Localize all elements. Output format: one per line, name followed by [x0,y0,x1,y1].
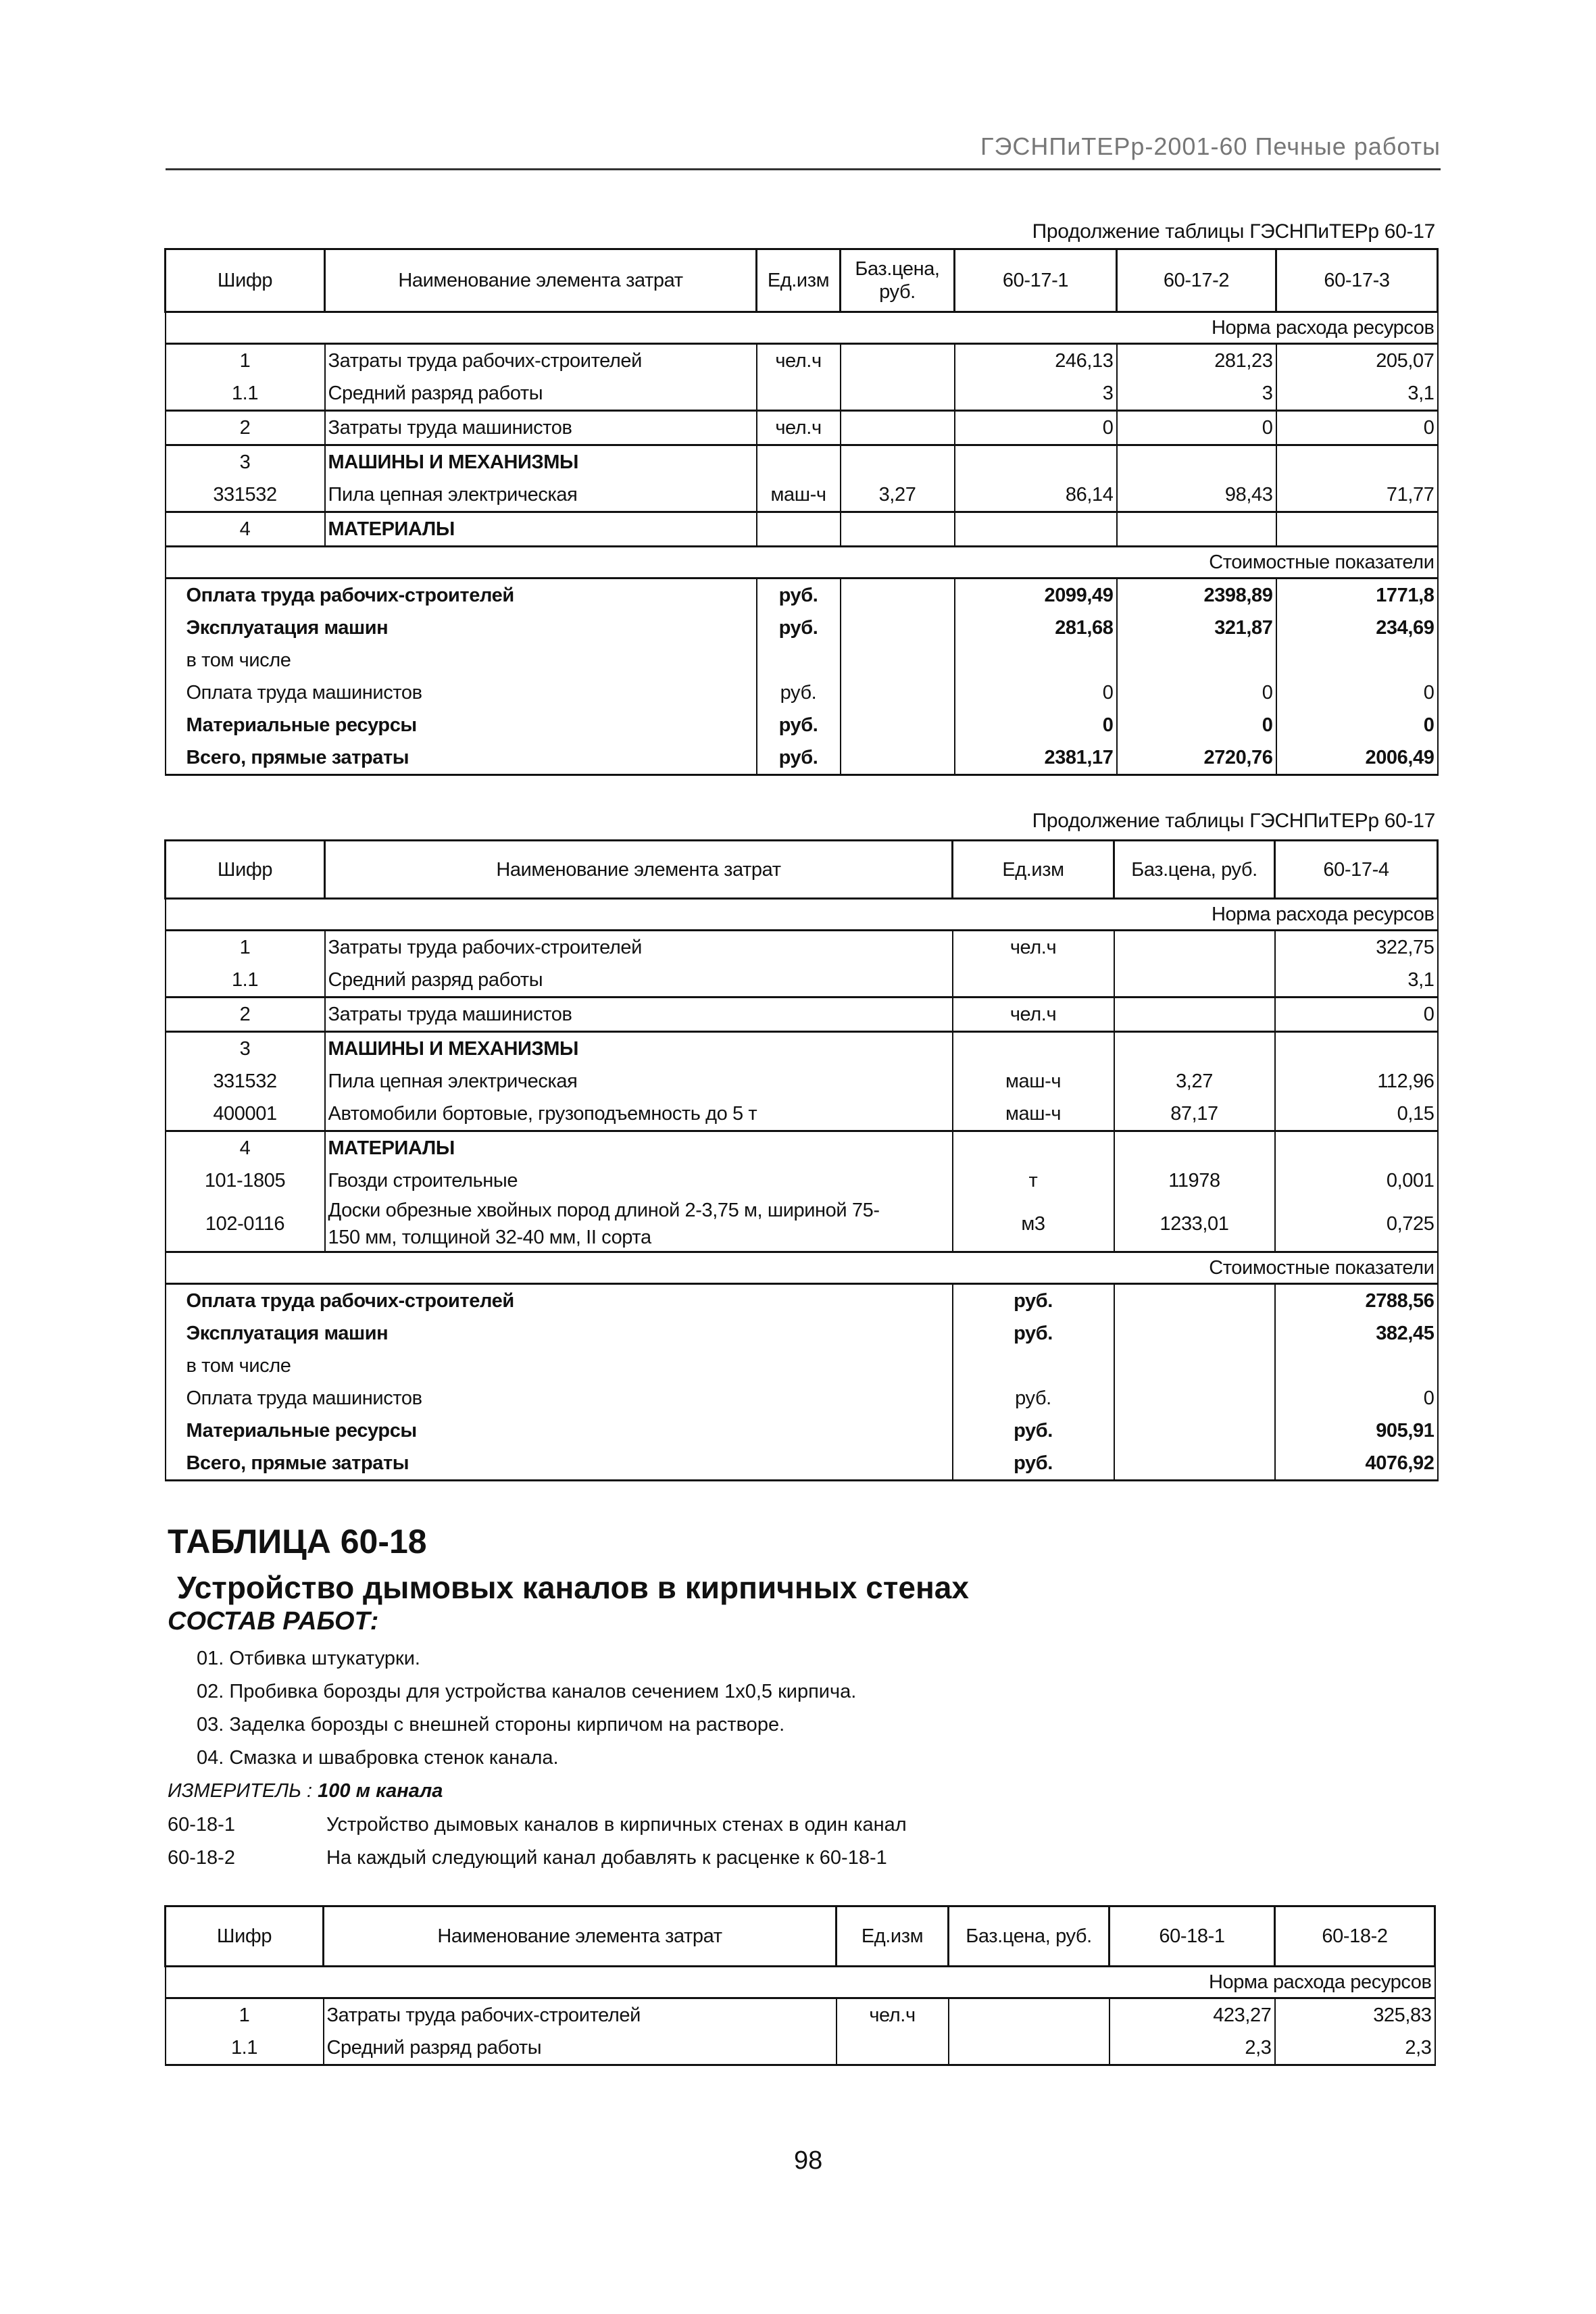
cost-cell: 0 [955,676,1117,709]
section-subtitle: Устройство дымовых каналов в кирпичных стенах [177,1570,969,1605]
work-item: 01. Отбивка штукатурки. [197,1648,420,1669]
table-cell: МАШИНЫ И МЕХАНИЗМЫ [325,445,757,479]
cost-cell: 2398,89 [1117,578,1276,612]
table-cell: маш-ч [757,478,841,512]
table-cell: Автомобили бортовые, грузоподъемность до 5 т [325,1098,953,1131]
cost-cell: 234,69 [1276,612,1438,644]
cost-cell: руб. [757,612,841,644]
table-cell [953,1131,1114,1165]
table-cell: Затраты труда машинистов [325,411,757,445]
norm-label: Норма расхода ресурсов [166,312,1438,344]
cost-cell [1117,644,1276,676]
cost-row [166,1414,1438,1447]
cost-row [166,709,1438,741]
table-cell [953,1032,1114,1066]
column-header: Шифр [166,1906,324,1967]
table-cell: 2 [166,998,325,1032]
column-header: Ед.изм [757,249,841,312]
table-cell: 246,13 [955,344,1117,378]
table-cell: 3 [1117,377,1276,411]
table-cell: 2,3 [1109,2032,1275,2065]
item-code: 60-18-2 [168,1847,235,1869]
table-cell [841,445,955,479]
table-cell [949,2032,1109,2065]
table-cell: 11978 [1114,1164,1275,1197]
table-cell: 102-0116 [166,1197,325,1252]
table-cell: 1.1 [166,964,325,998]
column-header: 60-18-2 [1275,1906,1435,1967]
table-cell: 205,07 [1276,344,1438,378]
cost-cell: 0 [1117,709,1276,741]
cost-cell: Оплата труда рабочих-строителей [166,1284,953,1318]
table-cell: 3 [955,377,1117,411]
table-row [166,512,1438,547]
cost-cell: 4076,92 [1275,1447,1438,1481]
column-header: 60-18-1 [1109,1906,1275,1967]
table-row [166,1098,1438,1131]
table-cell [949,1998,1109,2032]
table-cell: чел.ч [953,998,1114,1032]
cost-cell [841,644,955,676]
table-cell: 86,14 [955,478,1117,512]
column-header: Наименование элемента затрат [324,1906,837,1967]
table-row [166,964,1438,998]
table-cell: Средний разряд работы [325,377,757,411]
section-row [166,1252,1438,1284]
table-cell [955,512,1117,547]
table-cell [1276,512,1438,547]
table-cell: 71,77 [1276,478,1438,512]
table-row [166,344,1438,378]
table-cell: 0 [955,411,1117,445]
table-cell: 4 [166,512,325,547]
section-title: ТАБЛИЦА 60-18 [168,1523,427,1560]
cost-row [166,676,1438,709]
table-cell [757,377,841,411]
cost-cell [955,644,1117,676]
table-row [166,411,1438,445]
table-row [166,445,1438,479]
table-cell: 3,27 [1114,1065,1275,1098]
cost-cell: 0 [955,709,1117,741]
table-cell: маш-ч [953,1098,1114,1131]
table-cell: Доски обрезные хвойных пород длиной 2-3,75 м, шириной 75- 150 мм, толщиной 32-40 мм, II сорта [325,1197,953,1252]
table-cell [1276,445,1438,479]
cost-cell: руб. [757,709,841,741]
section-row [166,899,1438,931]
cost-cell: руб. [953,1317,1114,1350]
table-cell: 4 [166,1131,325,1165]
cost-cell: Эксплуатация машин [166,1317,953,1350]
table-cell: 2,3 [1275,2032,1435,2065]
table-cell [841,377,955,411]
header-divider [166,168,1441,170]
table-cell: 98,43 [1117,478,1276,512]
column-header: 60-17-1 [955,249,1117,312]
table-cell [757,512,841,547]
table-60-17-part2 [164,839,1439,1481]
section-row [166,547,1438,578]
table-cell: 112,96 [1275,1065,1438,1098]
table-cell: 325,83 [1275,1998,1435,2032]
cost-cell: Всего, прямые затраты [166,1447,953,1481]
table-row [166,1998,1435,2032]
table-cell: 1 [166,344,325,378]
table-cell: Средний разряд работы [325,964,953,998]
table-cell: МАТЕРИАЛЫ [325,512,757,547]
table-cell: 87,17 [1114,1098,1275,1131]
cost-cell: Материальные ресурсы [166,1414,953,1447]
cost-cell: руб. [953,1284,1114,1318]
table-cell: 0 [1276,411,1438,445]
table-cell [1114,1032,1275,1066]
table-cell: чел.ч [757,411,841,445]
column-header: Шифр [166,841,325,899]
cost-cell: 0 [1117,676,1276,709]
table-cell [1117,512,1276,547]
cost-cell: 905,91 [1275,1414,1438,1447]
table-cell: 0,15 [1275,1098,1438,1131]
cost-cell: в том числе [166,1350,953,1382]
cost-cell [1114,1350,1275,1382]
table-cell: Затраты труда рабочих-строителей [325,931,953,964]
table-cell [955,445,1117,479]
table-row [166,931,1438,964]
cost-cell: 2006,49 [1276,741,1438,775]
cost-row [166,1284,1438,1318]
table-cell: 1.1 [166,2032,324,2065]
column-header: 60-17-4 [1275,841,1438,899]
table-row [166,1164,1438,1197]
column-header: Баз.цена, руб. [1114,841,1275,899]
cost-cell: 2099,49 [955,578,1117,612]
table-60-17-part1 [164,248,1439,776]
composition-label: СОСТАВ РАБОТ: [168,1607,379,1635]
table-cell [1114,931,1275,964]
table-row [166,478,1438,512]
column-header: Наименование элемента затрат [325,841,953,899]
table-cell: чел.ч [837,1998,949,2032]
cost-cell: 281,68 [955,612,1117,644]
table-row [166,377,1438,411]
table-cell [841,411,955,445]
table-row [166,1065,1438,1098]
table-cell: 331532 [166,1065,325,1098]
table-cell: чел.ч [953,931,1114,964]
column-header: Шифр [166,249,325,312]
cost-cell [841,612,955,644]
header-row [166,249,1438,312]
cost-cell: руб. [953,1382,1114,1414]
table-cell: Затраты труда рабочих-строителей [324,1998,837,2032]
cost-cell [1114,1317,1275,1350]
page-number: 98 [794,2146,823,2175]
table-cell [757,445,841,479]
cost-cell [1114,1284,1275,1318]
table-60-18 [164,1905,1436,2066]
table-cell [837,2032,949,2065]
cost-cell: 382,45 [1275,1317,1438,1350]
column-header: Наименование элемента затрат [325,249,757,312]
table-cell: 3,1 [1276,377,1438,411]
column-header: Баз.цена, руб. [841,249,955,312]
table-cell: Затраты труда рабочих-строителей [325,344,757,378]
cost-cell: 0 [1276,709,1438,741]
cost-cell [1276,644,1438,676]
table-cell: 281,23 [1117,344,1276,378]
cost-cell: 1771,8 [1276,578,1438,612]
table-cell: 1.1 [166,377,325,411]
table-cell: 3,27 [841,478,955,512]
cost-cell: Эксплуатация машин [166,612,757,644]
table-cell [1114,1131,1275,1165]
norm-label: Норма расхода ресурсов [166,1967,1435,1998]
table-row [166,1131,1438,1165]
item-description: На каждый следующий канал добавлять к расценке к 60-18-1 [326,1847,887,1869]
cost-cell: 0 [1276,676,1438,709]
table-cell [1275,1131,1438,1165]
table-cell: МАТЕРИАЛЫ [325,1131,953,1165]
table-cell: 101-1805 [166,1164,325,1197]
table-cell: 0 [1117,411,1276,445]
table2-caption: Продолжение таблицы ГЭСНПиТЕРр 60-17 [1032,810,1435,832]
table-row [166,1197,1438,1252]
table-cell: 0,725 [1275,1197,1438,1252]
cost-cell: 2720,76 [1117,741,1276,775]
table-cell: маш-ч [953,1065,1114,1098]
cost-row [166,612,1438,644]
section-row [166,312,1438,344]
cost-cell [953,1350,1114,1382]
table-cell [1117,445,1276,479]
cost-row [166,1447,1438,1481]
table-cell [1114,998,1275,1032]
cost-cell [1275,1350,1438,1382]
table-cell: 3,1 [1275,964,1438,998]
meter [168,1780,443,1802]
cost-row [166,644,1438,676]
column-header: 60-17-2 [1117,249,1276,312]
cost-cell: руб. [953,1414,1114,1447]
cost-cell [841,709,955,741]
cost-cell [757,644,841,676]
running-head: ГЭСНПиТЕРр-2001-60 Печные работы [980,132,1441,160]
table-cell [1114,964,1275,998]
cost-cell [1114,1414,1275,1447]
cost-cell: руб. [757,741,841,775]
cost-row [166,741,1438,775]
table-cell: 322,75 [1275,931,1438,964]
work-item: 02. Пробивка борозды для устройства каналов сечением 1х0,5 кирпича. [197,1681,857,1702]
table-cell: 331532 [166,478,325,512]
cost-label: Стоимостные показатели [166,1252,1438,1284]
cost-cell [1114,1447,1275,1481]
cost-cell: Оплата труда машинистов [166,1382,953,1414]
cost-cell: руб. [757,676,841,709]
table-cell: 423,27 [1109,1998,1275,2032]
column-header: 60-17-3 [1276,249,1438,312]
table-cell [841,512,955,547]
table-cell [1275,1032,1438,1066]
table-cell [841,344,955,378]
cost-row [166,1382,1438,1414]
column-header: Ед.изм [837,1906,949,1967]
table-cell: Пила цепная электрическая [325,1065,953,1098]
work-item: 04. Смазка и швабровка стенок канала. [197,1747,559,1769]
cost-cell [841,741,955,775]
norm-label: Норма расхода ресурсов [166,899,1438,931]
table-cell: 0,001 [1275,1164,1438,1197]
column-header: Баз.цена, руб. [949,1906,1109,1967]
cost-cell: руб. [953,1447,1114,1481]
cost-row [166,578,1438,612]
table-cell: Затраты труда машинистов [325,998,953,1032]
section-row [166,1967,1435,1998]
cost-cell: 2788,56 [1275,1284,1438,1318]
table-cell: 1233,01 [1114,1197,1275,1252]
table-cell: МАШИНЫ И МЕХАНИЗМЫ [325,1032,953,1066]
cost-cell: 0 [1275,1382,1438,1414]
cost-cell [1114,1382,1275,1414]
item-code: 60-18-1 [168,1814,235,1836]
table-cell: 3 [166,445,325,479]
table-cell: 1 [166,1998,324,2032]
meter-value: 100 м канала [318,1780,443,1802]
cost-row [166,1350,1438,1382]
table-cell: 3 [166,1032,325,1066]
cost-cell: Материальные ресурсы [166,709,757,741]
header-row [166,841,1438,899]
table-row [166,998,1438,1032]
cost-cell: 2381,17 [955,741,1117,775]
work-item: 03. Заделка борозды с внешней стороны кирпичом на растворе. [197,1714,785,1736]
table-row [166,1032,1438,1066]
table-cell: 1 [166,931,325,964]
table-cell: 0 [1275,998,1438,1032]
meter-label: ИЗМЕРИТЕЛЬ : [168,1780,313,1802]
table-cell: Пила цепная электрическая [325,478,757,512]
cost-label: Стоимостные показатели [166,547,1438,578]
cost-cell: руб. [757,578,841,612]
table-cell: Средний разряд работы [324,2032,837,2065]
table-cell: 400001 [166,1098,325,1131]
cost-row [166,1317,1438,1350]
cost-cell: Оплата труда машинистов [166,676,757,709]
table-cell: чел.ч [757,344,841,378]
table-cell: 2 [166,411,325,445]
cost-cell: в том числе [166,644,757,676]
item-description: Устройство дымовых каналов в кирпичных стенах в один канал [326,1814,907,1836]
table-cell: м3 [953,1197,1114,1252]
table-cell: т [953,1164,1114,1197]
column-header: Ед.изм [953,841,1114,899]
cost-cell: Всего, прямые затраты [166,741,757,775]
table-cell: Гвозди строительные [325,1164,953,1197]
table1-caption: Продолжение таблицы ГЭСНПиТЕРр 60-17 [1032,220,1435,243]
header-row [166,1906,1435,1967]
cost-cell [841,578,955,612]
cost-cell: Оплата труда рабочих-строителей [166,578,757,612]
table-row [166,2032,1435,2065]
table-cell [953,964,1114,998]
cost-cell [841,676,955,709]
cost-cell: 321,87 [1117,612,1276,644]
